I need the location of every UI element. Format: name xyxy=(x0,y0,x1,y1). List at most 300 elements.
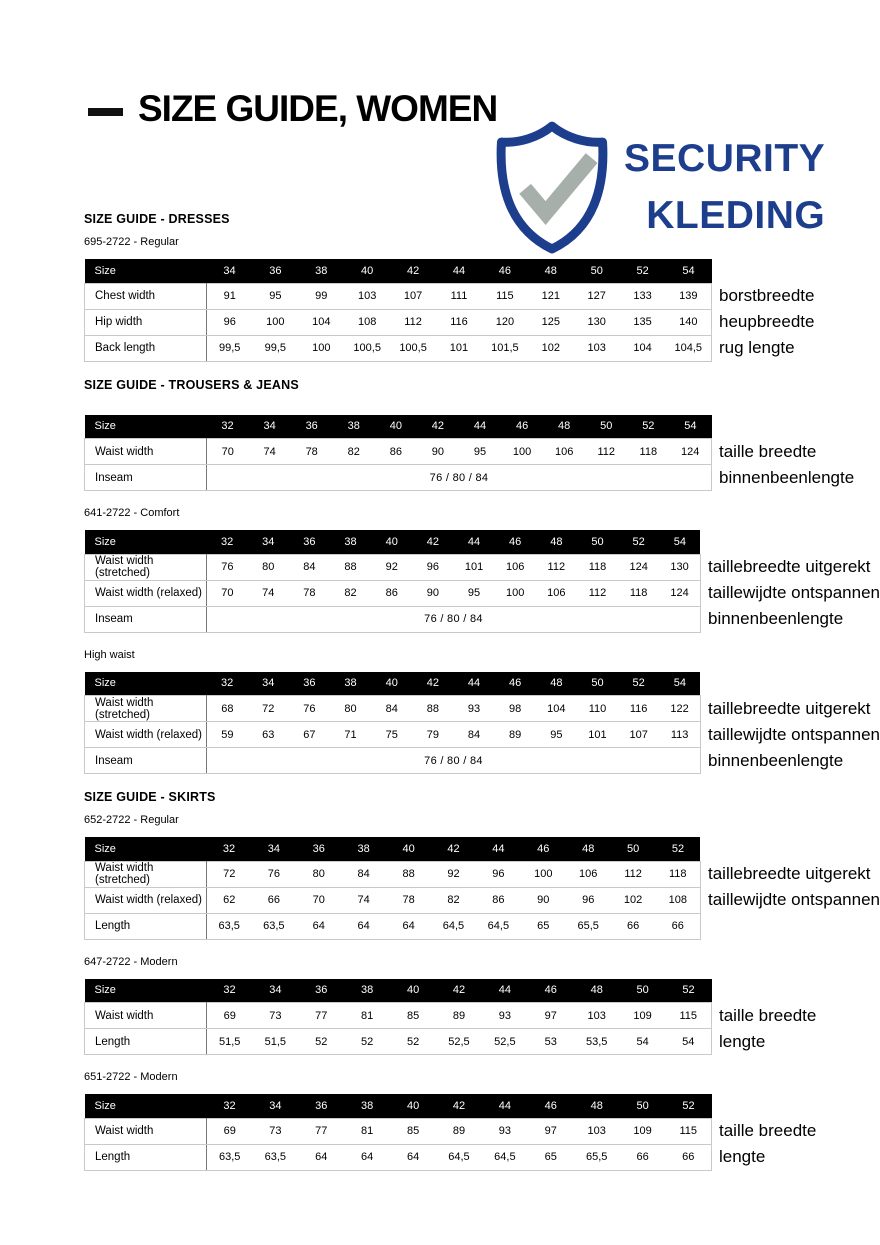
table-cell: 96 xyxy=(207,309,253,335)
table-cell: 64 xyxy=(298,1144,344,1170)
table-cell: 97 xyxy=(528,1003,574,1029)
table-cell: 122 xyxy=(659,696,700,722)
table-subtitle: 647-2722 - Modern xyxy=(84,955,178,968)
table-cell: 74 xyxy=(249,439,291,465)
size-column-header: 50 xyxy=(585,415,627,439)
annotation-label: borstbreedte xyxy=(719,286,815,305)
size-column-header: 50 xyxy=(574,259,620,283)
annotation-label: taillewijdte ontspannen xyxy=(707,724,880,744)
table-cell: 84 xyxy=(371,696,412,722)
size-column-header: 36 xyxy=(289,672,330,696)
table-cell: 63,5 xyxy=(251,913,296,939)
annotation-column xyxy=(701,672,880,774)
table-cell: 116 xyxy=(436,309,482,335)
size-column-header: 36 xyxy=(298,1094,344,1118)
table-cell: 89 xyxy=(436,1003,482,1029)
table-cell: 100,5 xyxy=(390,335,436,361)
table-cell: 64 xyxy=(344,1144,390,1170)
table-cell: 51,5 xyxy=(252,1029,298,1055)
table-cell: 76 xyxy=(289,696,330,722)
row-label: Back length xyxy=(85,335,207,361)
table-cell: 66 xyxy=(666,1144,712,1170)
table-cell: 109 xyxy=(620,1003,666,1029)
table-cell: 106 xyxy=(566,861,611,887)
table-cell: 64,5 xyxy=(476,913,521,939)
size-column-header: 32 xyxy=(207,672,248,696)
table-cell: 66 xyxy=(251,887,296,913)
table-cell: 78 xyxy=(386,887,431,913)
size-column-header: 34 xyxy=(251,837,296,861)
size-column-header: 48 xyxy=(574,1094,620,1118)
table-cell: 103 xyxy=(344,283,390,309)
size-column-header: 38 xyxy=(341,837,386,861)
table-cell: 76 xyxy=(207,554,248,580)
table-cell: 121 xyxy=(528,283,574,309)
annotation-label: taillebreedte uitgerekt xyxy=(707,864,871,883)
table-cell: 65 xyxy=(521,913,566,939)
size-column-header: 48 xyxy=(528,259,574,283)
size-column-header: 40 xyxy=(375,415,417,439)
size-table xyxy=(84,672,701,775)
table-cell: 95 xyxy=(453,580,494,606)
table-cell: 124 xyxy=(659,580,700,606)
size-column-header: 38 xyxy=(333,415,375,439)
annotation-label: lengte xyxy=(719,1031,766,1051)
table-header-row xyxy=(85,1094,712,1118)
table-subtitle: 651-2722 - Modern xyxy=(84,1071,178,1083)
size-table-block xyxy=(84,415,880,492)
annotation-label xyxy=(701,913,880,939)
size-column-header: 48 xyxy=(543,415,585,439)
annotation-column xyxy=(701,837,880,939)
table-cell: 106 xyxy=(543,439,585,465)
size-column-header: 40 xyxy=(344,259,390,283)
table-cell: 102 xyxy=(528,335,574,361)
section-heading: SIZE GUIDE - TROUSERS & JEANS xyxy=(84,377,299,392)
table-cell: 63,5 xyxy=(207,913,252,939)
table-cell: 92 xyxy=(371,554,412,580)
size-column-header: 40 xyxy=(371,530,412,554)
size-column-header: 38 xyxy=(344,979,390,1003)
table-cell: 115 xyxy=(666,1118,712,1144)
size-column-header: 32 xyxy=(207,530,248,554)
size-column-header: 46 xyxy=(495,672,536,696)
table-cell: 78 xyxy=(291,439,333,465)
table-cell: 127 xyxy=(574,283,620,309)
size-table xyxy=(84,1094,712,1171)
table-cell: 66 xyxy=(611,913,656,939)
table-cell: 112 xyxy=(585,439,627,465)
table-cell: 81 xyxy=(344,1003,390,1029)
table-cell: 91 xyxy=(207,283,253,309)
table-cell: 72 xyxy=(248,696,289,722)
size-column-header: 42 xyxy=(417,415,459,439)
size-column-header: 38 xyxy=(330,530,371,554)
size-column-header: 54 xyxy=(659,672,700,696)
row-label: Waist width (relaxed) xyxy=(85,722,207,748)
table-row xyxy=(85,580,701,606)
table-cell: 111 xyxy=(436,283,482,309)
table-cell: 52 xyxy=(298,1029,344,1055)
table-cell: 63,5 xyxy=(252,1144,298,1170)
size-column-header: 38 xyxy=(330,672,371,696)
table-header-row xyxy=(85,837,701,861)
row-label: Waist width (relaxed) xyxy=(85,887,207,913)
brand-name-line1: SECURITY xyxy=(624,137,826,180)
table-cell: 70 xyxy=(207,439,249,465)
table-cell: 88 xyxy=(412,696,453,722)
size-column-header: 42 xyxy=(412,530,453,554)
section-heading: SIZE GUIDE - DRESSES xyxy=(84,212,230,226)
table-cell: 104 xyxy=(620,335,666,361)
size-column-header: 44 xyxy=(453,530,494,554)
table-cell: 63 xyxy=(248,722,289,748)
table-cell: 80 xyxy=(330,696,371,722)
table-cell: 124 xyxy=(669,439,711,465)
table-cell: 54 xyxy=(666,1029,712,1055)
size-header-label: Size xyxy=(85,1094,207,1118)
table-header-row xyxy=(85,672,701,696)
brand-name-line2: KLEDING xyxy=(646,194,826,237)
size-column-header: 38 xyxy=(344,1094,390,1118)
table-cell: 77 xyxy=(298,1118,344,1144)
size-column-header: 44 xyxy=(436,259,482,283)
table-cell: 70 xyxy=(296,887,341,913)
annotation-label: taillebreedte uitgerekt xyxy=(707,557,871,576)
table-cell: 100 xyxy=(252,309,298,335)
table-cell: 112 xyxy=(536,554,577,580)
annotation-label: binnenbeenlengte xyxy=(707,609,844,628)
table-cell: 65,5 xyxy=(566,913,611,939)
size-column-header: 34 xyxy=(207,259,253,283)
table-cell: 54 xyxy=(620,1029,666,1055)
row-label: Waist width (stretched) xyxy=(85,554,207,580)
size-column-header: 52 xyxy=(666,1094,712,1118)
table-cell: 135 xyxy=(620,309,666,335)
table-cell: 65,5 xyxy=(574,1144,620,1170)
table-cell: 52 xyxy=(344,1029,390,1055)
table-cell: 64 xyxy=(296,913,341,939)
size-column-header: 50 xyxy=(620,979,666,1003)
table-cell: 82 xyxy=(330,580,371,606)
size-column-header: 42 xyxy=(431,837,476,861)
size-column-header: 34 xyxy=(248,530,289,554)
table-cell: 118 xyxy=(656,861,701,887)
size-column-header: 44 xyxy=(453,672,494,696)
table-cell: 82 xyxy=(333,439,375,465)
size-header-label: Size xyxy=(85,672,207,696)
size-header-label: Size xyxy=(85,259,207,283)
table-cell: 95 xyxy=(536,722,577,748)
size-column-header: 46 xyxy=(482,259,528,283)
row-label: Waist width (stretched) xyxy=(85,861,207,887)
size-column-header: 50 xyxy=(577,672,618,696)
table-cell: 86 xyxy=(476,887,521,913)
size-column-header: 46 xyxy=(528,1094,574,1118)
size-column-header: 52 xyxy=(627,415,669,439)
size-column-header: 52 xyxy=(666,979,712,1003)
size-column-header: 34 xyxy=(248,672,289,696)
table-cell: 72 xyxy=(207,861,252,887)
size-column-header: 48 xyxy=(536,530,577,554)
size-column-header: 40 xyxy=(386,837,431,861)
table-row xyxy=(85,748,701,774)
size-column-header: 34 xyxy=(249,415,291,439)
table-cell: 96 xyxy=(566,887,611,913)
table-row xyxy=(85,861,701,887)
size-column-header: 42 xyxy=(436,979,482,1003)
size-column-header: 34 xyxy=(252,979,298,1003)
table-cell: 118 xyxy=(618,580,659,606)
annotation-column xyxy=(712,979,880,1055)
annotation-label: taillewijdte ontspannen xyxy=(707,890,880,909)
size-column-header: 36 xyxy=(252,259,298,283)
table-cell: 103 xyxy=(574,1003,620,1029)
table-cell: 97 xyxy=(528,1118,574,1144)
table-cell: 140 xyxy=(666,309,712,335)
table-cell: 88 xyxy=(386,861,431,887)
table-cell: 82 xyxy=(431,887,476,913)
size-table xyxy=(84,837,701,940)
size-column-header: 54 xyxy=(659,530,700,554)
table-cell: 59 xyxy=(207,722,248,748)
table-cell: 96 xyxy=(476,861,521,887)
row-label: Length xyxy=(85,1029,207,1055)
table-cell: 101 xyxy=(453,554,494,580)
size-column-header: 46 xyxy=(495,530,536,554)
table-cell: 77 xyxy=(298,1003,344,1029)
table-cell: 90 xyxy=(521,887,566,913)
table-cell: 98 xyxy=(495,696,536,722)
table-cell: 104 xyxy=(298,309,344,335)
table-cell: 133 xyxy=(620,283,666,309)
table-row xyxy=(85,606,701,632)
table-cell: 100 xyxy=(495,580,536,606)
table-cell: 101,5 xyxy=(482,335,528,361)
size-column-header: 34 xyxy=(252,1094,298,1118)
size-column-header: 46 xyxy=(528,979,574,1003)
size-column-header: 52 xyxy=(618,672,659,696)
table-cell: 130 xyxy=(574,309,620,335)
table-cell: 93 xyxy=(482,1003,528,1029)
table-cell: 75 xyxy=(371,722,412,748)
size-column-header: 46 xyxy=(521,837,566,861)
table-cell: 85 xyxy=(390,1003,436,1029)
table-row xyxy=(85,335,712,361)
annotation-label: taille breedte xyxy=(719,1121,817,1140)
table-cell: 112 xyxy=(577,580,618,606)
table-cell: 120 xyxy=(482,309,528,335)
table-cell: 95 xyxy=(252,283,298,309)
table-cell: 80 xyxy=(296,861,341,887)
table-cell: 108 xyxy=(656,887,701,913)
size-column-header: 38 xyxy=(298,259,344,283)
size-column-header: 52 xyxy=(620,259,666,283)
size-header-label: Size xyxy=(85,979,207,1003)
row-label: Length xyxy=(85,913,207,939)
table-cell: 90 xyxy=(417,439,459,465)
table-row xyxy=(85,554,701,580)
table-row xyxy=(85,309,712,335)
annotation-column xyxy=(712,259,880,361)
page-title: SIZE GUIDE, WOMEN xyxy=(138,88,498,129)
size-column-header: 48 xyxy=(566,837,611,861)
table-cell: 109 xyxy=(620,1118,666,1144)
table-cell: 106 xyxy=(495,554,536,580)
table-row xyxy=(85,722,701,748)
annotation-label: taille breedte xyxy=(719,441,817,461)
annotation-label: heupbreedte xyxy=(719,312,815,331)
size-header-label: Size xyxy=(85,530,207,554)
size-column-header: 50 xyxy=(577,530,618,554)
content xyxy=(84,206,880,1171)
row-label: Waist width (relaxed) xyxy=(85,580,207,606)
table-cell: 85 xyxy=(390,1118,436,1144)
table-cell: 90 xyxy=(412,580,453,606)
size-table xyxy=(84,530,701,633)
size-column-header: 32 xyxy=(207,415,249,439)
table-cell: 103 xyxy=(574,335,620,361)
table-cell: 74 xyxy=(341,887,386,913)
annotation-label: taille breedte xyxy=(719,1005,817,1025)
row-label: Waist width xyxy=(85,1003,207,1029)
table-cell: 84 xyxy=(289,554,330,580)
table-header-row xyxy=(85,415,712,439)
table-cell: 84 xyxy=(341,861,386,887)
table-cell: 107 xyxy=(390,283,436,309)
size-table-block xyxy=(84,672,880,775)
table-cell: 80 xyxy=(248,554,289,580)
size-table-block xyxy=(84,979,880,1056)
section-heading: SIZE GUIDE - SKIRTS xyxy=(84,790,216,804)
table-cell: 107 xyxy=(618,722,659,748)
table-cell: 103 xyxy=(574,1118,620,1144)
size-table xyxy=(84,979,712,1056)
table-row xyxy=(85,1144,712,1170)
annotation-label: rug lengte xyxy=(719,338,795,357)
table-cell: 95 xyxy=(459,439,501,465)
table-cell: 130 xyxy=(659,554,700,580)
size-column-header: 36 xyxy=(296,837,341,861)
table-cell: 104 xyxy=(536,696,577,722)
size-column-header: 44 xyxy=(476,837,521,861)
size-column-header: 32 xyxy=(207,1094,253,1118)
size-column-header: 48 xyxy=(536,672,577,696)
title-dash-icon xyxy=(88,108,123,116)
table-cell: 64 xyxy=(390,1144,436,1170)
table-cell: 67 xyxy=(289,722,330,748)
table-cell: 108 xyxy=(344,309,390,335)
table-cell: 89 xyxy=(495,722,536,748)
size-table-block xyxy=(84,530,880,633)
table-cell: 53,5 xyxy=(574,1029,620,1055)
size-column-header: 42 xyxy=(436,1094,482,1118)
table-cell: 113 xyxy=(659,722,700,748)
row-label: Waist width xyxy=(85,1118,207,1144)
table-cell: 68 xyxy=(207,696,248,722)
table-cell: 124 xyxy=(618,554,659,580)
table-cell: 66 xyxy=(620,1144,666,1170)
table-cell-span: 76 / 80 / 84 xyxy=(207,606,701,632)
table-cell: 64,5 xyxy=(431,913,476,939)
table-row xyxy=(85,439,712,465)
table-subtitle: 641-2722 - Comfort xyxy=(84,507,180,519)
size-table-block xyxy=(84,259,880,362)
annotation-label: binnenbeenlengte xyxy=(707,750,844,770)
table-cell: 81 xyxy=(344,1118,390,1144)
table-cell: 52 xyxy=(390,1029,436,1055)
table-cell: 100 xyxy=(521,861,566,887)
table-row xyxy=(85,1003,712,1029)
row-label: Inseam xyxy=(85,606,207,632)
table-cell: 99,5 xyxy=(252,335,298,361)
table-row xyxy=(85,696,701,722)
annotation-label: taillewijdte ontspannen xyxy=(707,583,880,602)
table-cell: 99,5 xyxy=(207,335,253,361)
table-cell: 101 xyxy=(436,335,482,361)
table-cell: 88 xyxy=(330,554,371,580)
table-cell: 70 xyxy=(207,580,248,606)
table-cell-span: 76 / 80 / 84 xyxy=(207,465,712,491)
table-cell: 74 xyxy=(248,580,289,606)
annotation-label: lengte xyxy=(719,1147,766,1166)
row-label: Inseam xyxy=(85,748,207,774)
annotation-column xyxy=(712,1094,880,1170)
table-subtitle: 695-2722 - Regular xyxy=(84,236,179,248)
size-column-header: 44 xyxy=(482,979,528,1003)
table-row xyxy=(85,1029,712,1055)
table-cell: 112 xyxy=(611,861,656,887)
page-title-row xyxy=(88,88,497,130)
annotation-label: binnenbeenlengte xyxy=(719,467,855,487)
table-cell: 118 xyxy=(627,439,669,465)
table-cell: 104,5 xyxy=(666,335,712,361)
table-cell: 64,5 xyxy=(436,1144,482,1170)
table-cell: 64 xyxy=(386,913,431,939)
table-cell: 125 xyxy=(528,309,574,335)
table-cell: 76 xyxy=(251,861,296,887)
size-column-header: 36 xyxy=(289,530,330,554)
size-column-header: 32 xyxy=(207,837,252,861)
table-cell: 102 xyxy=(611,887,656,913)
size-header-label: Size xyxy=(85,837,207,861)
table-row xyxy=(85,913,701,939)
size-column-header: 50 xyxy=(620,1094,666,1118)
annotation-label: taillebreedte uitgerekt xyxy=(707,698,871,718)
size-column-header: 54 xyxy=(666,259,712,283)
table-cell: 69 xyxy=(207,1003,253,1029)
table-cell: 69 xyxy=(207,1118,253,1144)
row-label: Waist width xyxy=(85,439,207,465)
table-cell: 99 xyxy=(298,283,344,309)
table-cell: 64,5 xyxy=(482,1144,528,1170)
table-cell: 65 xyxy=(528,1144,574,1170)
size-column-header: 50 xyxy=(611,837,656,861)
table-row xyxy=(85,1118,712,1144)
table-cell: 118 xyxy=(577,554,618,580)
table-header-row xyxy=(85,979,712,1003)
row-label: Chest width xyxy=(85,283,207,309)
table-cell-span: 76 / 80 / 84 xyxy=(207,748,701,774)
table-cell: 139 xyxy=(666,283,712,309)
table-cell: 93 xyxy=(453,696,494,722)
table-row xyxy=(85,465,712,491)
row-label: Length xyxy=(85,1144,207,1170)
table-cell: 79 xyxy=(412,722,453,748)
annotation-column xyxy=(712,415,880,491)
table-cell: 112 xyxy=(390,309,436,335)
table-cell: 106 xyxy=(536,580,577,606)
